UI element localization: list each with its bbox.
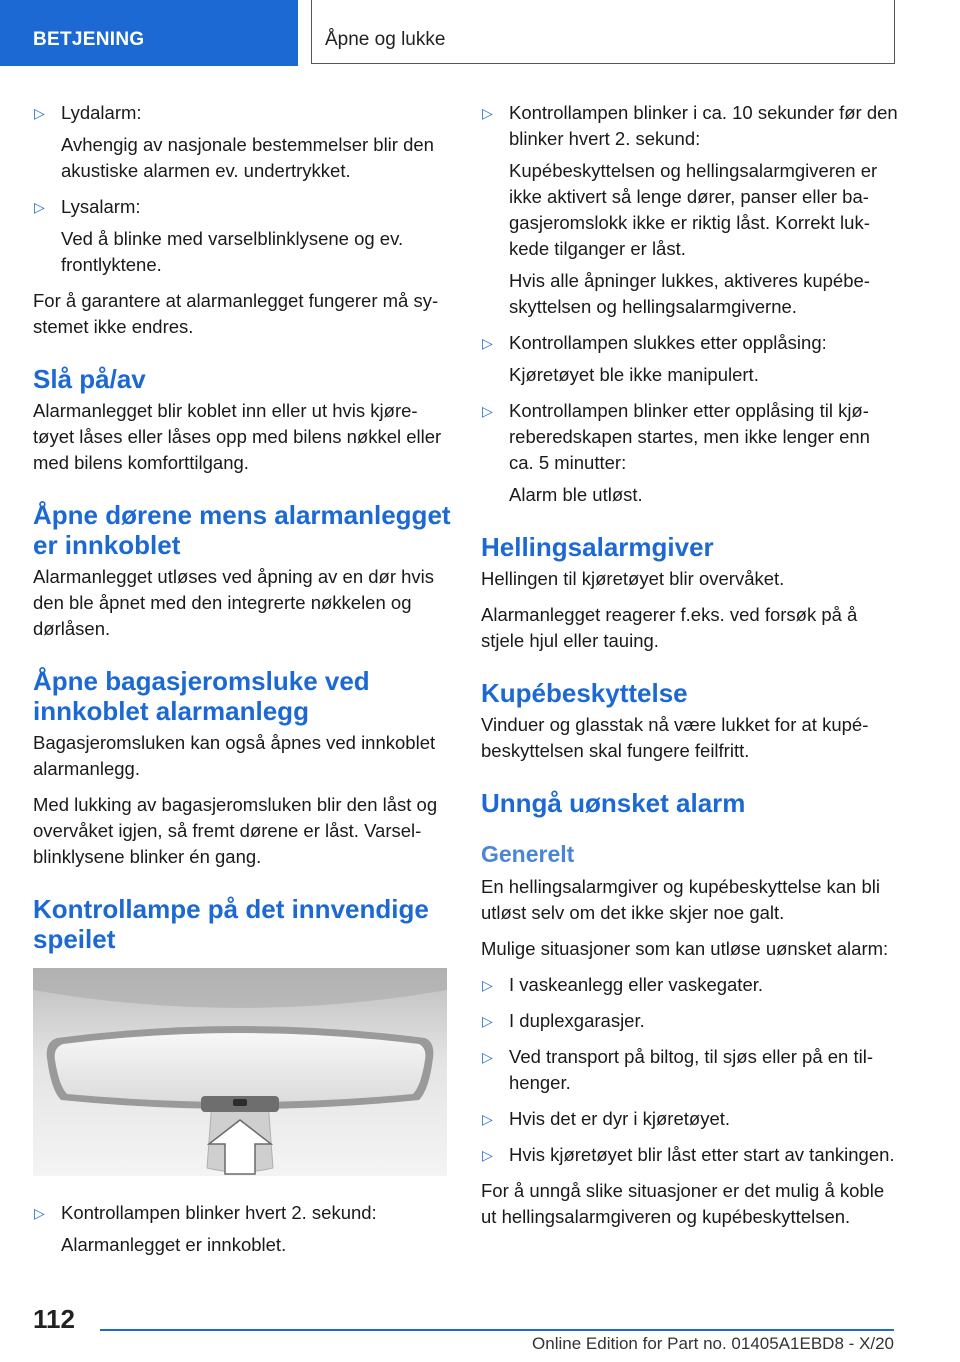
list-item-title: Kontrollampen blinker i ca. 10 sekunder før den blinker hvert 2. sekund: [509,102,898,149]
list-item-title: Lydalarm: [61,102,142,123]
heading-avoid-alarm: Unngå uønsket alarm [481,788,746,818]
list-item-text: Hvis det er dyr i kjøretøyet. [509,1108,731,1129]
list-item-desc: Kjøretøyet ble ikke manipulert. [509,364,759,385]
list-item-text: Ved transport på biltog, til sjøs eller på en tilhenger. [509,1046,874,1093]
triangle-bullet-icon: ▷ [34,105,45,121]
paragraph: Vinduer og glasstak nå være lukket for at kupébeskyttelsen skal fungere feilfritt. [481,714,869,761]
list-item-light-alarm [33,194,451,278]
heading-open-doors: Åpne dørene mens alarmanlegget er innkoblet [33,500,451,560]
right-column [481,100,899,1240]
triangle-bullet-icon: ▷ [482,105,493,121]
triangle-bullet-icon: ▷ [482,1049,493,1065]
triangle-bullet-icon: ▷ [482,403,493,419]
chapter-tab[interactable]: Åpne og lukke [311,0,895,64]
list-item-lamp-off [481,330,899,388]
list-item-desc: Alarm ble utløst. [509,484,643,505]
paragraph: Alarmanlegget reagerer f.eks. ved forsøk på å stjele hjul eller tauing. [481,604,858,651]
heading-open-trunk: Åpne bagasjeromsluke ved innkoblet alarmanlegg [33,666,370,726]
list-item-desc: Avhengig av nasjonale bestemmelser blir den akustiske alarmen ev. undertrykket. [61,134,434,181]
triangle-bullet-icon: ▷ [482,1111,493,1127]
paragraph: Mulige situasjoner som kan utløse uønsket alarm: [481,938,889,959]
list-item-sound-alarm [33,100,451,184]
triangle-bullet-icon: ▷ [34,1205,45,1221]
list-item-blink-10s [481,100,899,320]
list-item [481,1142,899,1168]
list-item [481,1008,899,1034]
edition-text: Online Edition for Part no. 01405A1EBD8 - X/20 [532,1334,894,1353]
list-item-desc: Ved å blinke med varselblinklysene og ev. frontlyktene. [61,228,404,275]
list-item [481,1044,899,1096]
paragraph: Med lukking av bagasjeromsluken blir den låst og overvåket igjen, så fremt dørene er låst. Varselblinklysene blinker én gang. [33,794,438,867]
paragraph: Alarmanlegget utløses ved åpning av en dør hvis den ble åpnet med den integrerte nøkkelen og dørlåsen. [33,566,435,639]
paragraph: Bagasjeromsluken kan også åpnes ved innkoblet alarmanlegg. [33,732,436,779]
triangle-bullet-icon: ▷ [34,199,45,215]
list-item-desc: Alarmanlegget er innkoblet. [61,1234,287,1255]
list-item-blink-2s [33,1200,451,1258]
list-item-title: Kontrollampen blinker etter opplåsing til kjøreberedskapen startes, men ikke lenger enn ca. 5 minutter: [509,400,870,473]
list-item-title: Kontrollampen blinker hvert 2. sekund: [61,1202,377,1223]
list-item [481,972,899,998]
list-item-title: Kontrollampen slukkes etter opplåsing: [509,332,827,353]
heading-cabin-protection: Kupébeskyttelse [481,678,688,708]
footer-divider [100,1329,894,1331]
paragraph: En hellingsalarmgiver og kupébeskyttelse kan bli utløst selv om det ikke skjer noe galt. [481,876,880,923]
triangle-bullet-icon: ▷ [482,1013,493,1029]
paragraph: Hellingen til kjøretøyet blir overvåket. [481,568,785,589]
page-number: 112 [33,1304,75,1334]
list-item-text: Hvis kjøretøyet blir låst etter start av tankingen. [509,1144,895,1165]
subheading-general: Generelt [481,841,575,867]
mirror-illustration [33,968,447,1176]
section-tab[interactable]: BETJENING [0,0,298,66]
paragraph: For å unngå slike situasjoner er det mulig å koble ut hellingsalarmgiveren og kupébeskyttelsen. [481,1180,885,1227]
heading-on-off: Slå på/av [33,364,146,394]
paragraph: Alarmanlegget blir koblet inn eller ut hvis kjøretøyet låses eller låses opp med bilens nøkkel eller med bilens komforttilgang. [33,400,442,473]
triangle-bullet-icon: ▷ [482,977,493,993]
list-item-title: Lysalarm: [61,196,141,217]
page-header [0,0,960,66]
heading-indicator-lamp: Kontrollampe på det innvendige speilet [33,894,429,954]
heading-tilt-alarm: Hellingsalarmgiver [481,532,714,562]
triangle-bullet-icon: ▷ [482,335,493,351]
list-item-desc: Kupébeskyttelsen og hellingsalarmgiveren er ikke aktivert så lenge dører, panser eller bagasjeromslokk ikke er riktig låst. Korrekt lukkede tilganger er låst. [509,160,878,259]
list-item-lamp-blinks-after-unlock [481,398,899,508]
list-item-text: I vaskeanlegg eller vaskegater. [509,974,764,995]
paragraph: For å garantere at alarmanlegget fungerer må systemet ikke endres. [33,290,439,337]
page-footer [0,1290,960,1362]
list-item-text: I duplexgarasjer. [509,1010,645,1031]
triangle-bullet-icon: ▷ [482,1147,493,1163]
list-item-desc: Hvis alle åpninger lukkes, aktiveres kupébeskyttelsen og hellingsalarmgiverne. [509,270,870,317]
list-item [481,1106,899,1132]
left-column [33,100,451,1268]
